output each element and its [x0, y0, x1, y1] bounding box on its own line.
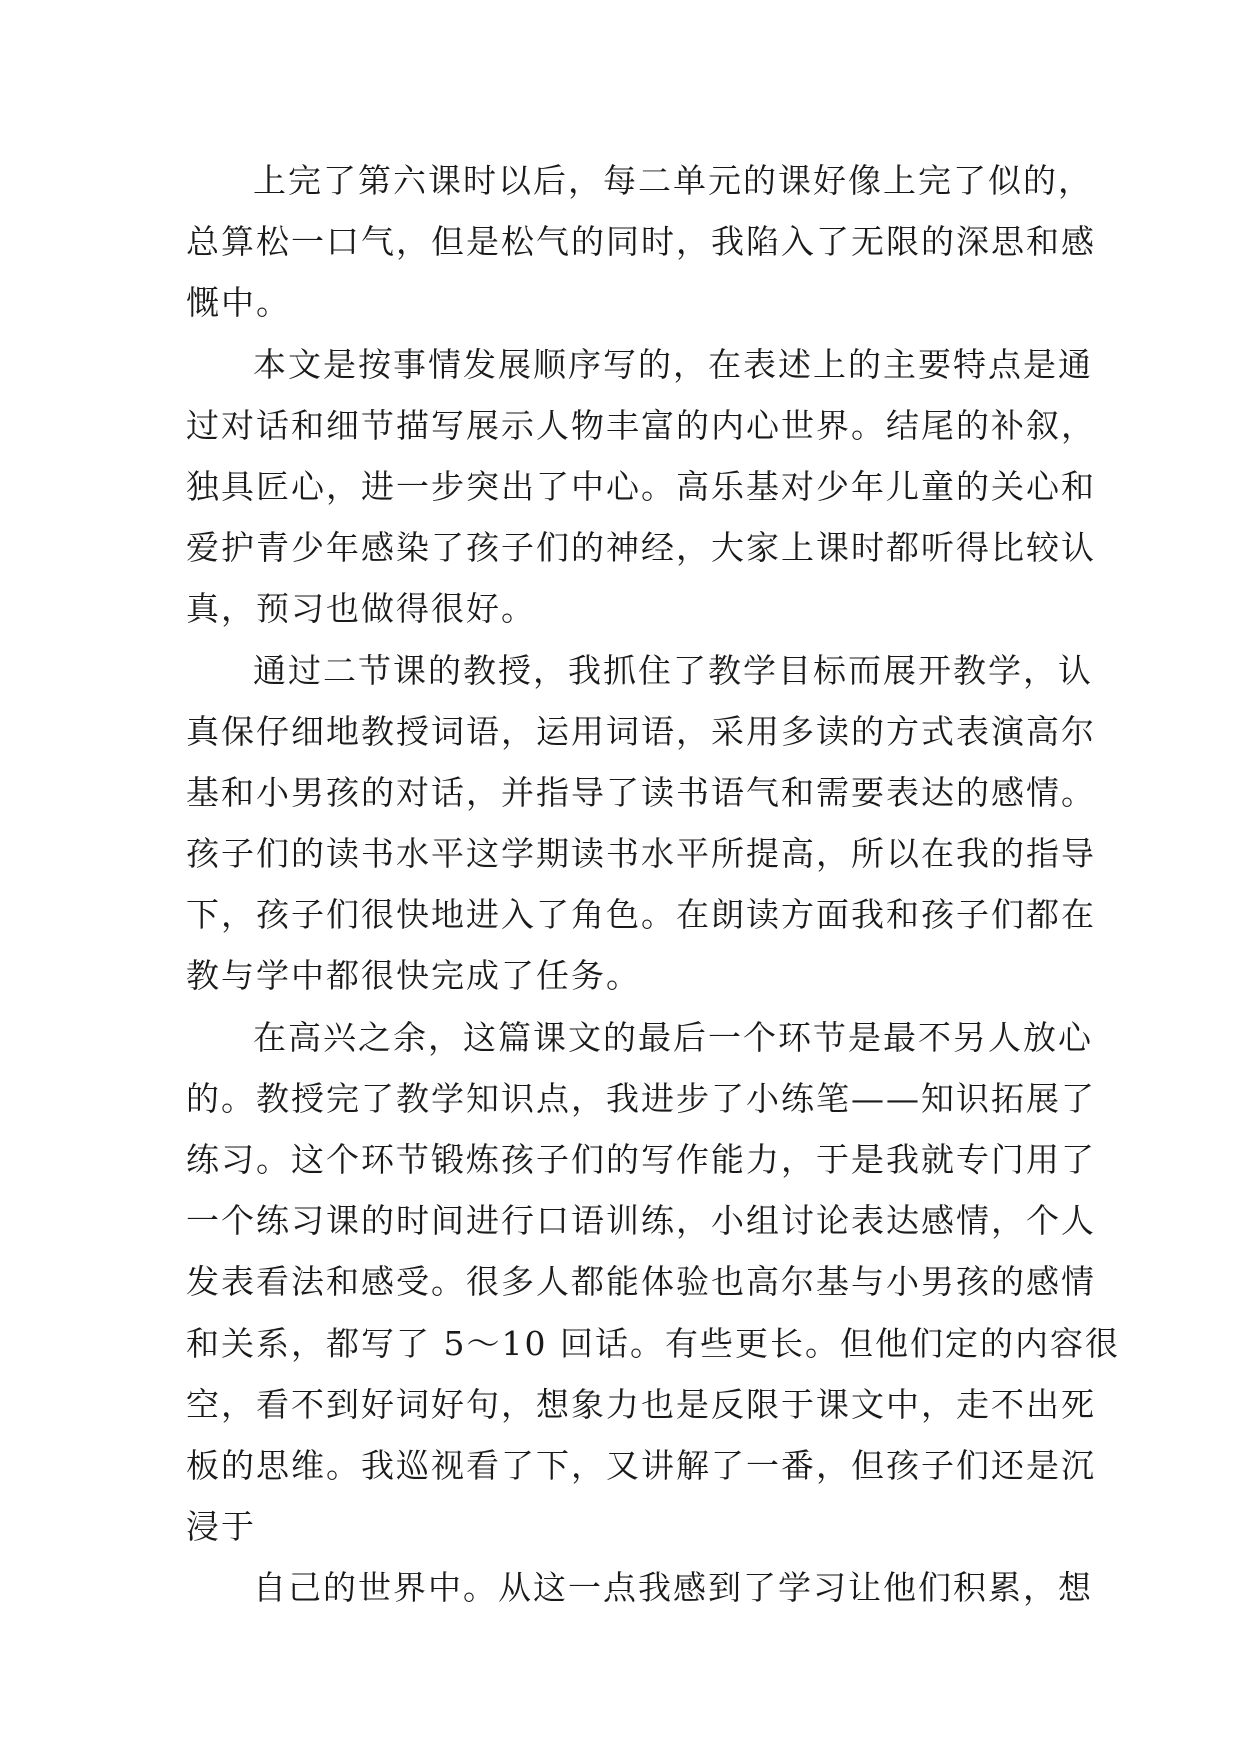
paragraph-4-line-1: 在高兴之余，这篇课文的最后一个环节是最不另人放心: [253, 1017, 1093, 1057]
paragraph-4-line-8: 板的思维。我巡视看了下，又讲解了一番，但孩子们还是沉: [186, 1445, 1096, 1485]
paragraph-2-line-3: 独具匠心，进一步突出了中心。高乐基对少年儿童的关心和: [186, 466, 1096, 506]
paragraph-4-line-6: 和关系，都写了 5～10 回话。有些更长。但他们定的内容很: [186, 1323, 1120, 1363]
paragraph-4-line-3: 练习。这个环节锻炼孩子们的写作能力，于是我就专门用了: [186, 1140, 1096, 1179]
paragraph-4-line-9: 浸于: [186, 1507, 256, 1547]
paragraph-3-line-3: 基和小男孩的对话，并指导了读书语气和需要表达的感情。: [186, 772, 1096, 812]
paragraph-2-line-5: 真，预习也做得很好。: [186, 589, 536, 629]
paragraph-3-line-5: 下，孩子们很快地进入了角色。在朗读方面我和孩子们都在: [186, 895, 1096, 935]
paragraph-4-line-7: 空，看不到好词好句，想象力也是反限于课文中，走不出死: [186, 1384, 1096, 1424]
paragraph-3-line-6: 教与学中都很快完成了任务。: [186, 956, 641, 996]
paragraph-5-line-1: 自己的世界中。从这一点我感到了学习让他们积累，想: [253, 1568, 1093, 1608]
document-body: [186, 150, 1120, 1619]
paragraph-3-line-2: 真保仔细地教授词语，运用词语，采用多读的方式表演高尔: [186, 711, 1096, 751]
paragraph-4-line-2: 的。教授完了教学知识点，我进步了小练笔——知识拓展了: [186, 1078, 1096, 1118]
paragraph-4-line-4: 一个练习课的时间进行口语训练，小组讨论表达感情，个人: [186, 1201, 1096, 1241]
paragraph-2-line-4: 爱护青少年感染了孩子们的神经，大家上课时都听得比较认: [186, 528, 1096, 568]
paragraph-4-line-5: 发表看法和感受。很多人都能体验也高尔基与小男孩的感情: [186, 1262, 1096, 1302]
paragraph-1-line-2: 总算松一口气，但是松气的同时，我陷入了无限的深思和感: [186, 222, 1096, 262]
paragraph-1-line-3: 慨中。: [186, 283, 291, 323]
paragraph-3-line-4: 孩子们的读书水平这学期读书水平所提高，所以在我的指导: [186, 834, 1096, 874]
paragraph-3-line-1: 通过二节课的教授，我抓住了教学目标而展开教学，认: [253, 650, 1093, 690]
paragraph-2-line-1: 本文是按事情发展顺序写的，在表述上的主要特点是通: [253, 344, 1093, 384]
paragraph-1-line-1: 上完了第六课时以后，每二单元的课好像上完了似的，: [253, 161, 1093, 200]
paragraph-2-line-2: 过对话和细节描写展示人物丰富的内心世界。结尾的补叙，: [186, 405, 1096, 445]
